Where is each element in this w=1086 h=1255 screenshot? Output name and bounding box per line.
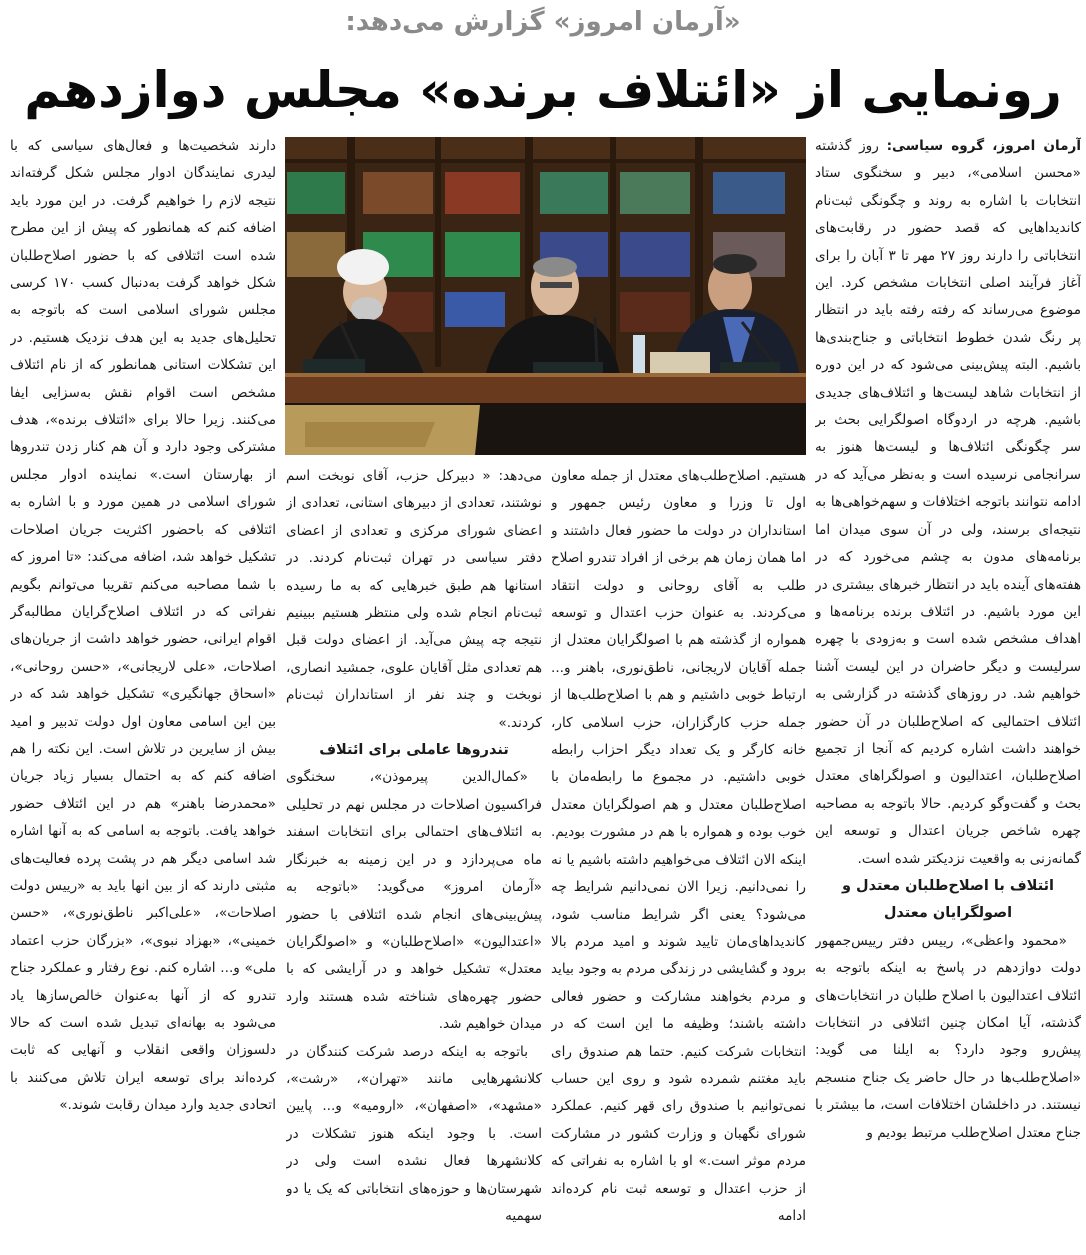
- byline: آرمان امروز، گروه سیاسی:: [886, 138, 1081, 154]
- column-1-paragraph-2: «محمود واعظی»، رییس دفتر رییس‌جمهور دولت دوازدهم در پاسخ به اینکه باتوجه به ائتلاف اعتدالیون با اصلاح طلبان در انتخابات‌های گذشته، آیا امکان چنین ائتلافی در انتخابات پیش‌رو وجود دارد؟ به ایلنا می گوید: «اصلاح‌طلب‌ها در حال حاضر یک جناح منسجم نیستند. در داخلشان اختلافات است، ما بیشتر با جناح معتدل اصلاح‌طلب مرتبط بودیم و: [815, 932, 1081, 1141]
- column-1-paragraph: [815, 133, 1081, 873]
- article-column-2: [551, 463, 806, 1255]
- article-column-3: [286, 463, 542, 1255]
- subheading-coalition-moderates: ائتلاف با اصلاح‌طلبان معتدل و اصولگرایان معتدل: [841, 877, 1055, 922]
- article-headline: رونمایی از «ائتلاف برنده» مجلس دوازدهم: [24, 61, 1062, 119]
- column-3-paragraph-2: «کمال‌الدین پیرموذن»، سخنگوی فراکسیون اصلاحات در مجلس نهم در تحلیلی به ائتلاف‌های احتمالی برای انتخابات اسفند ماه می‌پردازد و در این زمینه به خبرنگار «آرمان امروز» می‌گوید: «باتوجه به پیش‌بینی‌های انجام شده ائتلافی با حضور «اعتدالیون» «اصلاح‌طلبان» و «اصولگرایان معتدل» تشکیل خواهد و در آرایشی که با حضور چهره‌های شناخته شده هستند وارد میدان خواهیم شد.: [286, 769, 542, 1033]
- article-photo: [285, 137, 806, 455]
- column-3-paragraph: می‌دهد: « دبیرکل حزب، آقای نوبخت اسم نوشتند، تعدادی از دبیرهای استانی، تعدادی از اعضای شورای مرکزی و تعدادی از اعضای دفتر سیاسی در تهران ثبت‌نام کردند. در استانها هم طبق خبرهایی که به ما رسیده ثبت‌نام انجام شده ولی منتظر هستیم ببینیم نتیجه چه پیش می‌آید. از اعضای دولت قبل هم تعدادی مثل آقایان علوی، جمشید انصاری، نوبخت و چند نفر از استانداران ثبت‌نام کردند.»: [286, 468, 542, 731]
- column-1-text: روز گذشته «محسن اسلامی»، دبیر و سخنگوی ستاد انتخابات با اشاره به روند و چگونگی ثبت‌نام کاندیداهایی که قصد حضور در رقابت‌های انتخاباتی را دارند روز ۲۷ مهر تا ۳ آبان را برای آغاز فرآیند اصلی انتخابات مشخص کرد. این موضوع می‌رساند که رفته رفته باید در انتظار پر رنگ شدن خطوط انتخاباتی و جناح‌بندی‌ها باشیم. البته پیش‌بینی می‌شود که در این دوره از انتخابات شاهد لیست‌ها و ائتلاف‌های جدیدی باشیم. هرچه در اردوگاه اصولگرایی بحث بر سر چگونگی ائتلاف‌ها و لیست‌ها هنوز به سرانجامی نرسیده است و به‌نظر می‌آید که در ادامه نتوانند باتوجه اختلافات و سهم‌خواهی‌ها به نتیجه‌ای برسند، ولی در آن سوی میدان اما برنامه‌های مدون به چشم می‌خورد که در هفته‌های آینده باید در انتظار خبرهای بیشتری در این مورد باشیم. در ائتلاف برنده برنامه‌ها و اهداف مشخص شده است و به‌زودی با چهره سرلیست و دیگر حاضران در این لیست آشنا خواهیم شد. در روزهای گذشته در گزارشی به ائتلاف احتمالیی که اصلاح‌طلبان در آن حضور خواهند داشت اشاره کردیم که آنجا از تجمیع اصلاح‌طلبان، اعتدالیون و اصولگراهای معتدل بحث و گفت‌وگو کردیم. حالا باتوجه به مصاحبه چهره شاخص جریان اعتدال و توسعه این گمانه‌زنی به واقعیت نزدیکتر شده است.: [815, 138, 1081, 867]
- column-3-paragraph-3: باتوجه به اینکه درصد شرکت کنندگان در کلانشهرهایی مانند «تهران»، «رشت»، «مشهد»، «اصفهان»، «ارومیه» و... پایین است. با وجود اینکه هنوز تشکلات در کلانشهرها فعال نشده است ولی در شهرستان‌ها و حوزه‌های انتخاباتی که یک یا دو سهمیه: [286, 1043, 542, 1224]
- column-4-paragraph: دارند شخصیت‌ها و فعال‌های سیاسی که با لیدری نمایندگان ادوار مجلس شکل گرفته‌اند نتیجه لازم را خواهیم گرفت. در این مورد باید اضافه کنم که همانطور که پیش از این مطرح شده است ائتلافی که با حضور اصلاح‌طلبان شکل خواهد گرفت به‌دنبال کسب ۱۷۰ کرسی مجلس شورای اسلامی است که باتوجه به تحلیل‌های جدید به این هدف نزدیک هستیم. در این تشکلات استانی همانطور که از نام ائتلاف مشخص است اقوام نقش به‌سزایی ایفا می‌کنند. زیرا حالا برای «ائتلاف برنده»، هدف مشترکی وجود دارد و آن هم کنار زدن تندروها از بهارستان است.» نماینده ادوار مجلس شورای اسلامی در همین مورد و با اشاره به ائتلافی که باحضور اکثریت جریان اصلاحات تشکیل خواهد شد، اضافه می‌کند: «تا امروز که با شما مصاحبه می‌کنم تقریبا می‌توانم بگویم نفراتی که در ائتلاف اصلاح‌گرایان مطالبه‌گر اقوام ایرانی، حضور خواهد داشت از جریان‌های اصلاحات، «علی لاریجانی»، «حسن روحانی»، «اسحاق جهانگیری» تشکیل خواهد شد که در بین این اسامی معاون اول دولت تدبیر و امید بیش از سایرین در تلاش است. این نکته را هم اضافه کنم که به احتمال بسیار زیاد جریان «محمدرضا باهنر» هم در این ائتلاف حضور خواهد یافت. باتوجه به اسامی که به آنها اشاره شد اسامی دیگر هم در پشت پرده فعالیت‌های مثبتی دارند که از بین انها باید به «رییس دولت اصلاحات»، «علی‌اکبر ناطق‌نوری»، «حسن خمینی»، «بهزاد نبوی»، «بزرگان حزب اعتماد ملی» و... اشاره کنم. نوع رفتار و عملکرد جناح تندرو که از آنها به‌عنوان خالص‌سازها یاد می‌شود به بهانه‌ای تبدیل شده است که حالا دلسوزان واقعی انقلاب و آنهایی که ثابت کرده‌اند برای توسعه ایران تلاش می‌کنند با اتحادی جدید وارد میدان رقابت شوند.»: [10, 138, 276, 1114]
- column-2-paragraph: هستیم. اصلاح‌طلب‌های معتدل از جمله معاون اول تا وزرا و معاون رئیس جمهور و استانداران در دولت ما حضور فعال داشتند و اما همان زمان هم برخی از افراد تندرو اصلاح طلب به آقای روحانی و دولت انتقاد می‌کردند. به عنوان حزب اعتدال و توسعه همواره از گذشته هم با اصولگرایان معتدل از جمله آقایان لاریجانی، ناطق‌نوری، باهنر و... ارتباط خوبی داشتیم و هم با اصلاح‌طلب‌ها از جمله حزب کارگزاران، حزب اسلامی کار، خانه کارگر و یک تعداد دیگر احزاب رابطه خوبی داشتیم. در مجموع ما رابطه‌مان با اصلاح‌طلبان معتدل و هم اصولگرایان معتدل خوب بوده و همواره با هم در مشورت بودیم. اینکه الان ائتلاف می‌خواهیم داشته باشیم یا نه را نمی‌دانیم. زیرا الان نمی‌دانیم شرایط چه می‌شود؟ یعنی اگر شرایط مناسب شود، کاندیداهای‌مان تایید شوند و امید مردم بالا برود و گشایشی در زندگی مردم به وجود بیاید و مردم بخواهند مشارکت و حضور فعالی داشته باشند؛ وظیفه ما این است که در انتخابات شرکت کنیم. حتما هم صندوق رای باید مغتنم شمرده شود و روی این حساب نمی‌توانیم با صندوق رای قهر کنیم. عملکرد شورای نگهبان و وزارت کشور در مشارکت مردم موثر است.» او با اشاره به نفراتی که از حزب اعتدال و توسعه ثبت نام کرده‌اند ادامه: [551, 468, 806, 1224]
- article-kicker: «آرمان امروز» گزارش می‌دهد:: [345, 7, 741, 37]
- article-column-1: [815, 133, 1081, 1255]
- meeting-photo-illustration: [285, 137, 806, 455]
- article-column-4: [10, 133, 276, 1255]
- subheading-hardliners: تندروها عاملی برای ائتلاف: [319, 742, 509, 759]
